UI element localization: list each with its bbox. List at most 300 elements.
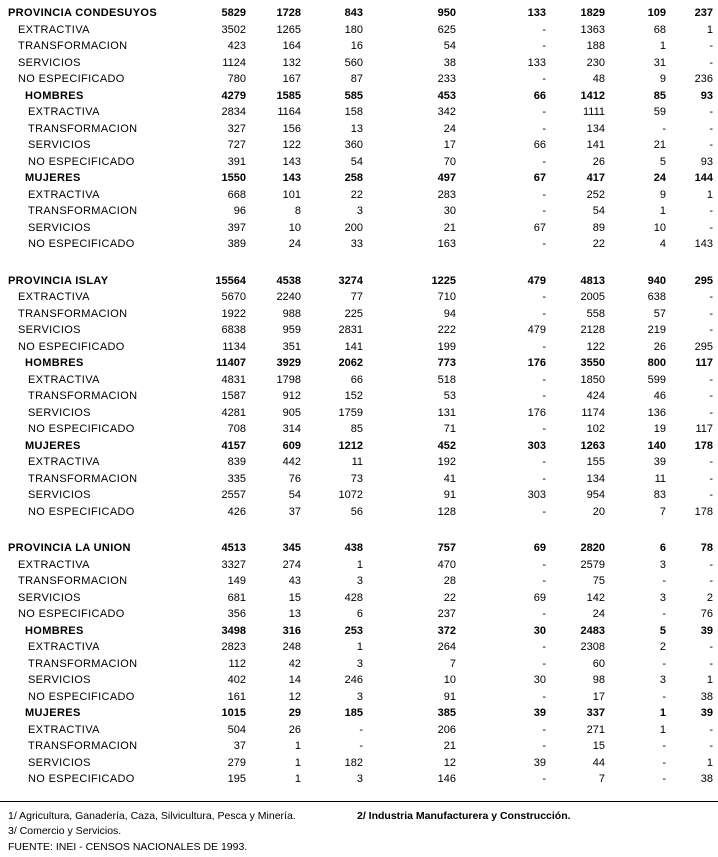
cell-value: - <box>709 324 713 336</box>
cell-value: 26 <box>288 723 301 736</box>
cell-value: 143 <box>694 238 713 250</box>
cell-value: 1164 <box>277 106 301 118</box>
cell-value: 66 <box>533 89 546 102</box>
cell-value: 26 <box>653 340 666 353</box>
row-label: MUJERES <box>25 439 81 452</box>
row-label: TRANSFORMACION <box>18 307 128 320</box>
cell-value: 48 <box>592 73 605 85</box>
cell-value: 230 <box>586 56 605 69</box>
cell-value: 246 <box>344 674 363 686</box>
cell-value: 710 <box>437 291 456 303</box>
cell-value: 122 <box>282 139 301 151</box>
cell-value: - <box>542 773 546 785</box>
cell-value: 303 <box>527 489 546 501</box>
cell-value: 1111 <box>582 106 605 118</box>
cell-value: 39 <box>653 456 666 468</box>
cell-value: 93 <box>700 89 713 102</box>
cell-value: 22 <box>350 188 363 201</box>
cell-value: 41 <box>443 472 456 485</box>
cell-value: 134 <box>586 472 605 485</box>
cell-value: - <box>542 340 546 353</box>
cell-value: - <box>709 472 713 485</box>
cell-value: 140 <box>647 439 666 452</box>
cell-value: 1 <box>706 23 713 36</box>
cell-value: 1 <box>659 205 666 217</box>
cell-value: - <box>542 23 546 36</box>
cell-value: 9 <box>659 73 666 85</box>
cell-value: 7 <box>598 773 605 785</box>
cell-value: 372 <box>437 624 456 637</box>
cell-value: 67 <box>533 172 546 184</box>
cell-value: 71 <box>443 423 456 435</box>
cell-value: 54 <box>288 489 301 501</box>
cell-value: 625 <box>437 23 456 36</box>
cell-value: 1585 <box>276 89 301 102</box>
cell-value: 1587 <box>221 390 246 402</box>
cell-value: 1759 <box>338 406 363 419</box>
cell-value: 13 <box>350 122 363 135</box>
table-row <box>0 623 718 640</box>
cell-value: 176 <box>527 406 546 419</box>
cell-value: - <box>542 608 546 620</box>
cell-value: 15 <box>592 740 605 752</box>
cell-value: 15 <box>288 591 301 604</box>
table-row <box>0 203 718 220</box>
cell-value: 91 <box>443 489 456 501</box>
table-row <box>0 121 718 138</box>
cell-value: 479 <box>527 324 546 336</box>
province-section <box>0 5 718 253</box>
cell-value: 1 <box>706 756 713 769</box>
cell-value: 2823 <box>221 641 246 653</box>
cell-value: 56 <box>350 505 363 518</box>
source-line <box>0 840 718 856</box>
row-label: MUJERES <box>25 707 81 719</box>
cell-value: 182 <box>344 756 363 769</box>
row-label: TRANSFORMACION <box>28 122 138 135</box>
cell-value: 28 <box>443 575 456 587</box>
cell-value: 1263 <box>580 439 605 452</box>
cell-value: 7 <box>449 657 456 670</box>
cell-value: 17 <box>443 139 456 151</box>
cell-value: - <box>662 756 666 769</box>
cell-value: 38 <box>700 690 713 703</box>
table-row <box>0 88 718 105</box>
row-label: NO ESPECIFICADO <box>28 423 135 435</box>
cell-value: 1850 <box>580 373 605 386</box>
cell-value: 3 <box>356 690 363 703</box>
cell-value: 497 <box>437 172 456 184</box>
row-label: EXTRACTIVA <box>28 723 100 736</box>
cell-value: 163 <box>437 238 456 250</box>
cell-value: 4513 <box>221 542 246 554</box>
row-label: NO ESPECIFICADO <box>28 238 135 250</box>
cell-value: 77 <box>350 291 363 303</box>
cell-value: 24 <box>288 238 301 250</box>
cell-value: 122 <box>586 340 605 353</box>
cell-value: - <box>542 122 546 135</box>
row-label: NO ESPECIFICADO <box>18 340 125 353</box>
row-label: EXTRACTIVA <box>18 558 90 571</box>
cell-value: 337 <box>586 707 605 719</box>
cell-value: 2557 <box>221 489 246 501</box>
cell-value: - <box>709 291 713 303</box>
cell-value: 57 <box>653 307 666 320</box>
cell-value: 3 <box>356 575 363 587</box>
cell-value: 44 <box>592 756 605 769</box>
cell-value: 1 <box>294 740 301 752</box>
cell-value: 391 <box>227 155 246 168</box>
cell-value: 2005 <box>580 291 605 303</box>
province-section <box>0 540 718 788</box>
cell-value: 167 <box>282 73 301 85</box>
cell-value: 21 <box>443 221 456 234</box>
row-label: SERVICIOS <box>28 756 91 769</box>
cell-value: 10 <box>288 221 301 234</box>
cell-value: 133 <box>527 56 546 69</box>
cell-value: 192 <box>437 456 456 468</box>
cell-value: 26 <box>592 155 605 168</box>
cell-value: 708 <box>227 423 246 435</box>
cell-value: 38 <box>700 773 713 785</box>
row-label: SERVICIOS <box>28 406 91 419</box>
cell-value: 342 <box>437 106 456 118</box>
cell-value: 1550 <box>221 172 246 184</box>
cell-value: - <box>542 40 546 52</box>
cell-value: 2831 <box>338 324 363 336</box>
row-label: TRANSFORMACION <box>18 575 128 587</box>
cell-value: 1 <box>659 723 666 736</box>
table-row <box>0 306 718 323</box>
cell-value: 236 <box>694 73 713 85</box>
cell-value: - <box>359 723 363 736</box>
cell-value: 133 <box>527 7 546 19</box>
cell-value: - <box>709 307 713 320</box>
cell-value: 1922 <box>221 307 246 320</box>
cell-value: 4 <box>659 238 666 250</box>
cell-value: 504 <box>227 723 246 736</box>
cell-value: 780 <box>227 73 246 85</box>
cell-value: 585 <box>344 89 363 102</box>
cell-value: 91 <box>443 690 456 703</box>
cell-value: 356 <box>227 608 246 620</box>
cell-value: 959 <box>282 324 301 336</box>
cell-value: 24 <box>443 122 456 135</box>
cell-value: 1 <box>706 674 713 686</box>
cell-value: 20 <box>592 505 605 518</box>
cell-value: 10 <box>653 221 666 234</box>
cell-value: - <box>709 489 713 501</box>
cell-value: 283 <box>437 188 456 201</box>
cell-value: 295 <box>694 274 713 287</box>
cell-value: 2308 <box>580 641 605 653</box>
cell-value: 158 <box>344 106 363 118</box>
cell-value: 385 <box>437 707 456 719</box>
table-row <box>0 487 718 504</box>
cell-value: 839 <box>227 456 246 468</box>
row-label: SERVICIOS <box>28 674 91 686</box>
cell-value: 295 <box>694 340 713 353</box>
cell-value: 112 <box>228 657 246 670</box>
cell-value: - <box>662 122 666 135</box>
cell-value: 6 <box>356 608 363 620</box>
cell-value: 950 <box>437 7 456 19</box>
cell-value: 351 <box>282 340 301 353</box>
cell-value: - <box>542 657 546 670</box>
table-row <box>0 236 718 253</box>
cell-value: 558 <box>586 307 605 320</box>
cell-value: - <box>542 390 546 402</box>
row-label: SERVICIOS <box>28 489 91 501</box>
row-label: PROVINCIA LA UNION <box>8 542 131 554</box>
cell-value: 681 <box>227 591 246 604</box>
cell-value: 470 <box>437 558 456 571</box>
cell-value: 3 <box>356 657 363 670</box>
cell-value: 94 <box>443 307 456 320</box>
row-label: TRANSFORMACION <box>28 740 138 752</box>
cell-value: 22 <box>592 238 605 250</box>
cell-value: 69 <box>533 591 546 604</box>
cell-value: 438 <box>344 542 363 554</box>
cell-value: 843 <box>344 7 363 19</box>
cell-value: 1225 <box>431 274 456 287</box>
cell-value: 314 <box>282 423 301 435</box>
cell-value: 39 <box>700 707 713 719</box>
cell-value: - <box>709 106 713 118</box>
cell-value: 15564 <box>215 274 246 287</box>
table-row <box>0 689 718 706</box>
cell-value: 24 <box>592 608 605 620</box>
cell-value: 402 <box>227 674 246 686</box>
cell-value: - <box>542 423 546 435</box>
cell-value: 727 <box>227 139 246 151</box>
table-row <box>0 405 718 422</box>
cell-value: 12 <box>443 756 456 769</box>
cell-value: - <box>542 575 546 587</box>
row-label: SERVICIOS <box>18 324 81 336</box>
cell-value: - <box>542 188 546 201</box>
cell-value: 274 <box>282 558 301 571</box>
cell-value: 132 <box>282 56 301 69</box>
row-label: SERVICIOS <box>28 221 91 234</box>
cell-value: 9 <box>659 188 666 201</box>
table-row <box>0 540 718 557</box>
cell-value: 200 <box>344 221 363 234</box>
row-label: EXTRACTIVA <box>28 188 100 201</box>
table-row <box>0 388 718 405</box>
cell-value: 67 <box>533 221 546 234</box>
cell-value: 98 <box>592 674 605 686</box>
cell-value: 252 <box>586 188 605 201</box>
cell-value: - <box>709 139 713 151</box>
cell-value: 131 <box>437 406 456 419</box>
cell-value: 2834 <box>221 106 246 118</box>
cell-value: - <box>542 73 546 85</box>
table-row <box>0 372 718 389</box>
footnote-line-1 <box>0 809 718 825</box>
cell-value: 222 <box>437 324 456 336</box>
cell-value: - <box>709 40 713 52</box>
table-row <box>0 55 718 72</box>
table-row <box>0 339 718 356</box>
cell-value: - <box>542 723 546 736</box>
cell-value: 128 <box>437 505 456 518</box>
table-row <box>0 755 718 772</box>
cell-value: 219 <box>647 324 666 336</box>
cell-value: 69 <box>533 542 546 554</box>
cell-value: 2820 <box>580 542 605 554</box>
cell-value: 237 <box>437 608 456 620</box>
row-label: TRANSFORMACION <box>28 472 138 485</box>
province-section <box>0 273 718 521</box>
cell-value: 6 <box>659 542 666 554</box>
row-label: PROVINCIA ISLAY <box>8 274 109 287</box>
cell-value: 66 <box>533 139 546 151</box>
cell-value: - <box>709 456 713 468</box>
table-row <box>0 187 718 204</box>
table-row <box>0 170 718 187</box>
cell-value: 389 <box>227 238 246 250</box>
cell-value: 11407 <box>216 357 246 369</box>
cell-value: - <box>542 690 546 703</box>
table-row <box>0 322 718 339</box>
cell-value: 87 <box>350 73 363 85</box>
cell-value: 3498 <box>221 624 246 637</box>
cell-value: 30 <box>533 674 546 686</box>
cell-value: 4281 <box>221 406 246 419</box>
cell-value: 54 <box>443 40 456 52</box>
cell-value: 3274 <box>338 274 363 287</box>
cell-value: 1212 <box>338 439 363 452</box>
cell-value: 43 <box>288 575 301 587</box>
row-label: NO ESPECIFICADO <box>28 773 135 785</box>
footnote-1: 1/ Agricultura, Ganadería, Caza, Silvicultura, Pesca y Minería. <box>8 809 296 822</box>
row-label: SERVICIOS <box>18 591 81 604</box>
cell-value: 21 <box>653 139 666 151</box>
cell-value: - <box>662 690 666 703</box>
cell-value: 327 <box>227 122 246 135</box>
cell-value: 424 <box>586 390 605 402</box>
cell-value: 76 <box>700 608 713 620</box>
cell-value: 54 <box>350 155 363 168</box>
cell-value: 39 <box>533 707 546 719</box>
table-row <box>0 705 718 722</box>
cell-value: 30 <box>443 205 456 217</box>
cell-value: - <box>359 740 363 752</box>
row-label: TRANSFORMACION <box>28 390 138 402</box>
table-row <box>0 71 718 88</box>
cell-value: 38 <box>443 56 456 69</box>
cell-value: 518 <box>437 373 456 386</box>
cell-value: 5670 <box>221 291 246 303</box>
cell-value: 258 <box>344 172 363 184</box>
cell-value: 13 <box>288 608 301 620</box>
table-row <box>0 220 718 237</box>
table-row <box>0 639 718 656</box>
cell-value: - <box>662 657 666 670</box>
cell-value: 22 <box>443 591 456 604</box>
cell-value: 101 <box>282 188 301 201</box>
cell-value: 360 <box>344 139 363 151</box>
cell-value: 560 <box>344 56 363 69</box>
cell-value: 638 <box>647 291 666 303</box>
cell-value: 2579 <box>580 558 605 571</box>
table-row <box>0 438 718 455</box>
cell-value: 96 <box>233 205 246 217</box>
cell-value: 4831 <box>221 373 246 386</box>
cell-value: 76 <box>288 472 301 485</box>
cell-value: 29 <box>288 707 301 719</box>
footnote-3: 3/ Comercio y Servicios. <box>8 825 122 837</box>
cell-value: 156 <box>282 122 301 135</box>
cell-value: - <box>709 221 713 234</box>
cell-value: 609 <box>282 439 301 452</box>
cell-value: 155 <box>586 456 605 468</box>
cell-value: 1 <box>706 188 713 201</box>
cell-value: - <box>709 205 713 217</box>
cell-value: 142 <box>586 591 605 604</box>
cell-value: 1 <box>356 641 363 653</box>
cell-value: 225 <box>344 307 363 320</box>
table-row <box>0 573 718 590</box>
cell-value: - <box>709 56 713 69</box>
table-row <box>0 421 718 438</box>
cell-value: 2 <box>659 641 666 653</box>
cell-value: 2 <box>706 591 713 604</box>
table-row <box>0 590 718 607</box>
row-label: HOMBRES <box>25 357 84 369</box>
cell-value: 1798 <box>276 373 301 386</box>
row-label: EXTRACTIVA <box>28 641 100 653</box>
cell-value: 53 <box>443 390 456 402</box>
cell-value: 2483 <box>580 624 605 637</box>
cell-value: 83 <box>653 489 666 501</box>
cell-value: 303 <box>527 439 546 452</box>
cell-value: - <box>662 575 666 587</box>
cell-value: 206 <box>437 723 456 736</box>
cell-value: 4813 <box>580 274 605 287</box>
cell-value: 31 <box>653 56 666 69</box>
row-label: SERVICIOS <box>28 139 91 151</box>
cell-value: 46 <box>653 390 666 402</box>
cell-value: 109 <box>647 7 666 19</box>
cell-value: 271 <box>586 723 605 736</box>
cell-value: 905 <box>282 406 301 419</box>
cell-value: 397 <box>227 221 246 234</box>
cell-value: 599 <box>647 373 666 386</box>
cell-value: 233 <box>437 73 456 85</box>
cell-value: 180 <box>344 23 363 36</box>
table-row <box>0 454 718 471</box>
cell-value: - <box>709 723 713 736</box>
cell-value: 60 <box>592 657 605 670</box>
cell-value: 2240 <box>276 291 301 303</box>
row-label: TRANSFORMACION <box>28 657 138 670</box>
cell-value: 452 <box>437 439 456 452</box>
cell-value: - <box>542 205 546 217</box>
cell-value: 3 <box>356 773 363 785</box>
cell-value: 17 <box>592 690 605 703</box>
cell-value: - <box>662 740 666 752</box>
cell-value: 3 <box>659 591 666 604</box>
cell-value: 1 <box>356 558 363 571</box>
cell-value: 1 <box>294 773 301 785</box>
cell-value: 316 <box>282 624 301 637</box>
row-label: EXTRACTIVA <box>28 106 100 118</box>
row-label: EXTRACTIVA <box>28 456 100 468</box>
cell-value: - <box>709 740 713 752</box>
cell-value: 164 <box>282 40 301 52</box>
